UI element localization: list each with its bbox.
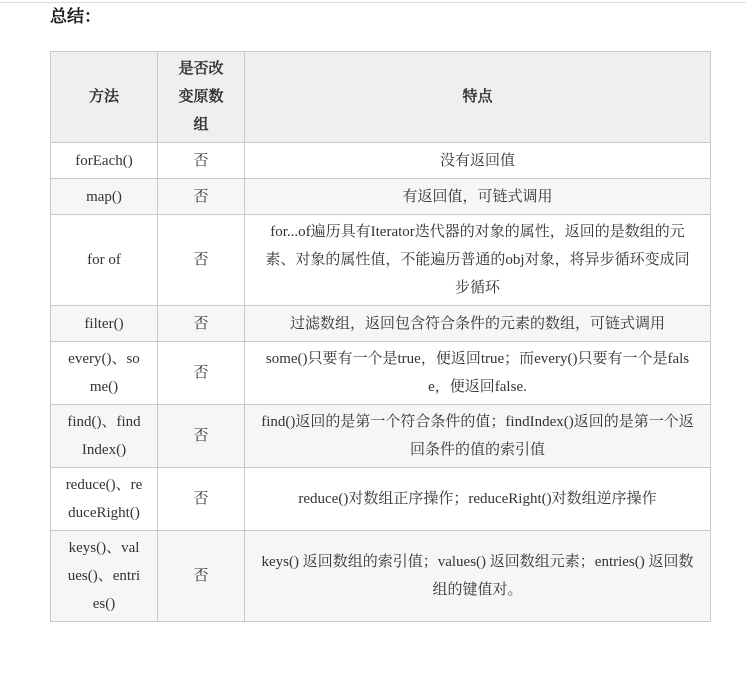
feature-cell: some()只要有一个是true，便返回true；而every()只要有一个是false，便返回false. bbox=[245, 342, 711, 405]
mutates-cell: 否 bbox=[158, 306, 245, 342]
table-row bbox=[51, 179, 711, 215]
mutates-cell: 否 bbox=[158, 215, 245, 306]
method-cell: for of bbox=[51, 215, 158, 306]
section-title: 总结： bbox=[50, 7, 101, 26]
table-row bbox=[51, 306, 711, 342]
feature-cell: 有返回值，可链式调用 bbox=[245, 179, 711, 215]
array-methods-summary-table bbox=[50, 51, 711, 622]
table-row bbox=[51, 342, 711, 405]
mutates-cell: 否 bbox=[158, 342, 245, 405]
header-method: 方法 bbox=[51, 52, 158, 143]
feature-cell: find()返回的是第一个符合条件的值；findIndex()返回的是第一个返回条件的值的索引值 bbox=[245, 405, 711, 468]
page-top-divider bbox=[0, 2, 746, 3]
mutates-cell: 否 bbox=[158, 405, 245, 468]
feature-cell: 没有返回值 bbox=[245, 143, 711, 179]
mutates-cell: 否 bbox=[158, 143, 245, 179]
method-cell: filter() bbox=[51, 306, 158, 342]
feature-cell: 过滤数组，返回包含符合条件的元素的数组，可链式调用 bbox=[245, 306, 711, 342]
mutates-cell: 否 bbox=[158, 179, 245, 215]
method-cell: reduce()、reduceRight() bbox=[51, 468, 158, 531]
table-row bbox=[51, 468, 711, 531]
table-row bbox=[51, 405, 711, 468]
feature-cell: keys() 返回数组的索引值；values() 返回数组元素；entries() 返回数组的键值对。 bbox=[245, 531, 711, 622]
method-cell: forEach() bbox=[51, 143, 158, 179]
method-cell: map() bbox=[51, 179, 158, 215]
method-cell: every()、some() bbox=[51, 342, 158, 405]
feature-cell: for...of遍历具有Iterator迭代器的对象的属性，返回的是数组的元素、对象的属性值，不能遍历普通的obj对象，将异步循环变成同步循环 bbox=[245, 215, 711, 306]
table-row bbox=[51, 531, 711, 622]
header-mutates-original: 是否改变原数组 bbox=[158, 52, 245, 143]
table-row bbox=[51, 215, 711, 306]
header-feature: 特点 bbox=[245, 52, 711, 143]
mutates-cell: 否 bbox=[158, 468, 245, 531]
method-cell: find()、findIndex() bbox=[51, 405, 158, 468]
method-cell: keys()、values()、entries() bbox=[51, 531, 158, 622]
table-header-row bbox=[51, 52, 711, 143]
feature-cell: reduce()对数组正序操作；reduceRight()对数组逆序操作 bbox=[245, 468, 711, 531]
mutates-cell: 否 bbox=[158, 531, 245, 622]
table-row bbox=[51, 143, 711, 179]
